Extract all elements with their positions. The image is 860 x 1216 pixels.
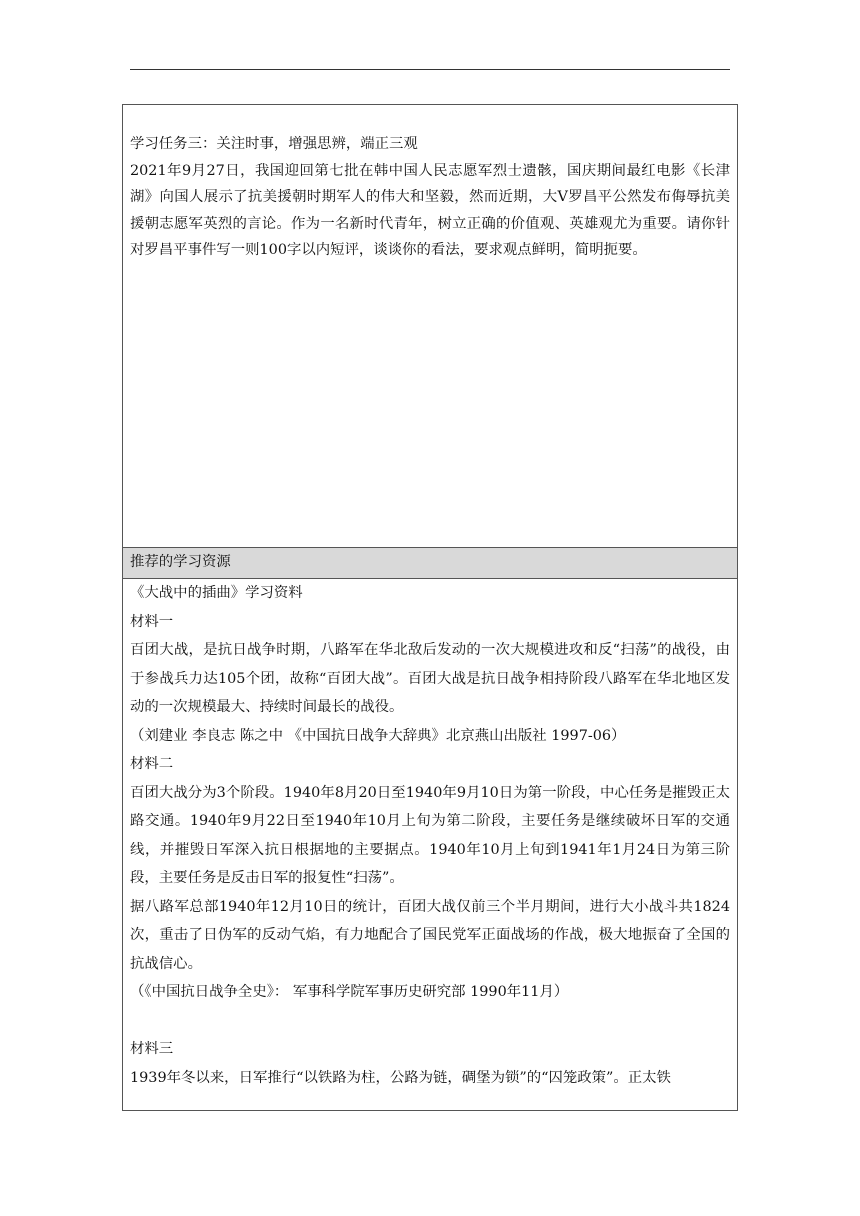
material-1-label: 材料一 <box>130 613 174 630</box>
material-1-source: （刘建业 李良志 陈之中 《中国抗日战争大辞典》北京燕山出版社 1997-06） <box>130 727 626 744</box>
task-content <box>130 131 730 264</box>
material-1-text: 百团大战，是抗日战争时期，八路军在华北敌后发动的一次大规模进攻和反“扫荡”的战役，由于参战兵力达105个团，故称“百团大战”。百团大战是抗日战争相持阶段八路军在华北地区发动的一次规模最大、持续时间最长的战役。 <box>130 642 730 715</box>
material-3-label: 材料三 <box>130 1041 174 1057</box>
material-2-text: 百团大战分为3个阶段。1940年8月20日至1940年9月10日为第一阶段，中心任务是摧毁正太路交通。1940年9月22日至1940年10月上旬为第二阶段，主要任务是继续破坏日军的交通线，并摧毁日军深入抗日根据地的主要据点。1940年10月上旬到1941年1月24日为第三阶段，主要任务是反击日军的报复性“扫荡”。 <box>130 784 730 886</box>
material-2-label: 材料二 <box>130 756 174 772</box>
resources-header: 推荐的学习资源 <box>123 548 737 579</box>
material-2-text-2: 据八路军总部1940年12月10日的统计，百团大战仅前三个半月期间，进行大小战斗共1824次，重击了日伪军的反动气焰，有力地配合了国民党军正面战场的作战，极大地振奋了全国的抗战信心。 <box>130 898 730 972</box>
resource-doc-title: 《大战中的插曲》学习资料 <box>130 585 303 601</box>
blank-line <box>130 1007 730 1036</box>
material-3-text: 1939年冬以来，日军推行“以铁路为柱，公路为链，碉堡为锁”的“囚笼政策”。正太铁 <box>130 1069 671 1086</box>
material-2-source: （《中国抗日战争全史》： 军事科学院军事历史研究部 1990年11月） <box>130 984 569 1000</box>
task-title: 学习任务三：关注时事，增强思辨，端正三观 <box>130 136 418 152</box>
resources-content <box>130 579 730 1092</box>
task-cell <box>123 105 737 548</box>
header-rule <box>130 69 730 70</box>
task-body: 2021年9月27日，我国迎回第七批在韩中国人民志愿军烈士遗骸，国庆期间最红电影《长津湖》向国人展示了抗美援朝时期军人的伟大和坚毅，然而近期，大V罗昌平公然发布侮辱抗美援朝志愿军英烈的言论。作为一名新时代青年，树立正确的价值观、英雄观尤为重要。请你针对罗昌平事件写一则100字以内短评，谈谈你的看法，要求观点鲜明，简明扼要。 <box>130 162 730 258</box>
document-table <box>122 104 738 1111</box>
